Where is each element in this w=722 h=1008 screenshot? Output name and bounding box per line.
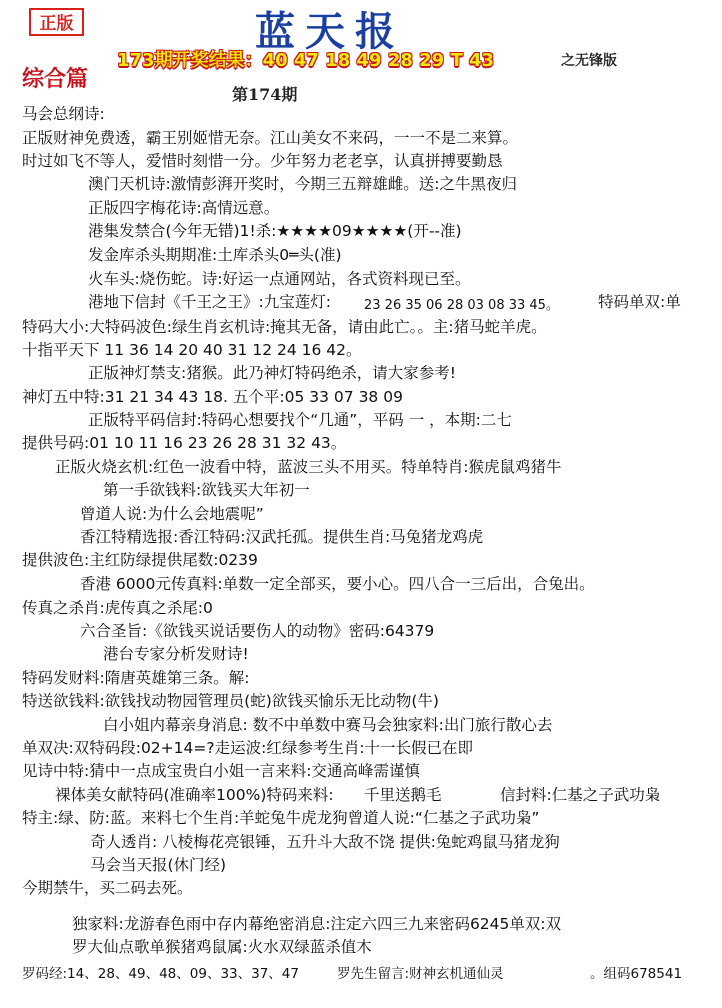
content-line: 特主:绿、防:蓝。来料七个生肖:羊蛇兔牛虎龙狗曾道人说:“仁基之子武功枭”: [22, 809, 540, 827]
section-title: 综合篇: [22, 66, 89, 92]
luo-code: 罗码经:14、28、49、48、09、33、37、47: [22, 966, 299, 982]
content-line: 港台专家分析发财诗!: [103, 645, 249, 663]
content-line: 提供波色:主红防绿提供尾数:0239: [22, 551, 258, 569]
content-line: 特码大小:大特码波色:绿生肖玄机诗:掩其无备，请由此亡。。主:猪马蛇羊虎。: [22, 318, 547, 336]
content-line: 时过如飞不等人，爱惜时刻惜一分。少年努力老老享，认真拼搏要勤恳: [22, 152, 503, 170]
content-line: 正版四字梅花诗:高情远意。: [88, 199, 280, 217]
issue-number: 第174期: [232, 85, 298, 104]
content-line: 香港 6000元传真料:单数一定全部买，要小心。四八合一三后出，合兔出。: [80, 575, 595, 593]
content-line: 港地下信封《千王之王》:九宝莲灯:: [88, 293, 331, 311]
content-line: 特码单双:单: [598, 293, 681, 311]
content-line: 澳门天机诗:激情彭湃开奖时，今期三五辩雄雌。送:之牛黑夜归: [88, 175, 517, 193]
content-line: 提供号码:01 10 11 16 23 26 28 31 32 43。: [22, 434, 347, 452]
content-line: 正版财神免费透，霸王别姬惜无奈。江山美女不来码，一一不是二来算。: [22, 129, 519, 147]
content-line: 马会总纲诗:: [22, 105, 105, 123]
luo-message: 罗先生留言:财神玄机通仙灵: [337, 966, 504, 982]
content-line: 十指平天下 11 36 14 20 40 31 12 24 16 42。: [22, 341, 362, 359]
content-line: 见诗中特:猜中一点成宝贵白小姐一言来料:交通高峰需谨慎: [22, 762, 420, 780]
content-line: 今期禁牛，买二码去死。: [22, 879, 193, 897]
content-line: 白小姐内幕亲身消息: 数不中单数中赛马会独家料:出门旅行散心去: [103, 716, 553, 734]
group-code: 。组码678541: [590, 966, 683, 982]
content-line: 发金库杀头期期准:土库杀头0═头(准): [88, 246, 342, 264]
content-line: 曾道人说:为什么会地震呢”: [80, 505, 264, 523]
content-line: 传真之杀肖:虎传真之杀尾:0: [22, 599, 213, 617]
content-line: 神灯五中特:31 21 34 43 18. 五个平:05 33 07 38 09: [22, 388, 403, 406]
content-line: 正版神灯禁支:猪猴。此乃神灯特码绝杀，请大家参考!: [88, 364, 456, 382]
content-line: 火车头:烧伤蛇。诗:好运一点通网站，各式资料现已至。: [88, 270, 471, 288]
newspaper-title: 蓝天报: [255, 8, 405, 55]
content-line: 千里送鹅毛: [364, 786, 442, 804]
content-line: 特码发财料:隋唐英雄第三条。解:: [22, 669, 250, 687]
content-line: 港集发禁合(今年无错)1!杀:★★★★09★★★★(开--准): [88, 222, 462, 240]
exclusive-line: 独家料:龙游春色雨中存内幕绝密消息:注定六四三九来密码6245单双:双: [72, 915, 562, 933]
edition-label: 之无锋版: [561, 53, 617, 69]
content-line: 特送欲钱料:欲钱找动物园管理员(蛇)欲钱买愉乐无比动物(牛): [22, 692, 439, 710]
content-line: 六合圣旨:《欲钱买说话要伤人的动物》密码:64379: [80, 622, 435, 640]
content-line: 第一手欲钱料:欲钱买大年初一: [103, 481, 310, 499]
draw-result: 173期开奖结果：40 47 18 49 28 29 T 43: [117, 50, 495, 71]
content-line: 马会当天报(休门经): [90, 856, 227, 874]
content-line: 单双决:双特码段:02+14=?走运波:红绿参考生肖:十一长假已在即: [22, 739, 474, 757]
content-line: 香江特精选报:香江特码:汉武托孤。提供生肖:马兔猪龙鸡虎: [80, 528, 484, 546]
content-line: 信封料:仁基之子武功枭: [500, 786, 661, 804]
content-line: 23 26 35 06 28 03 08 33 45。: [364, 298, 559, 313]
luo-line: 罗大仙点歌单猴猪鸡鼠属:火水双绿蓝杀值木: [72, 938, 372, 956]
content-line: 正版火烧玄机:红色一波看中特，蓝波三头不用买。特单特肖:猴虎鼠鸡猪牛: [55, 458, 562, 476]
edition-badge: 正版: [29, 8, 84, 36]
content-line: 裸体美女献特码(准确率100%)特码来料:: [55, 786, 334, 804]
content-line: 奇人透肖: 八棱梅花亮银锤，五升斗大敌不饶 提供:兔蛇鸡鼠马猪龙狗: [90, 833, 560, 851]
content-line: 正版特平码信封:特码心想要找个“几通”，平码 一 ，本期:二七: [88, 411, 512, 429]
